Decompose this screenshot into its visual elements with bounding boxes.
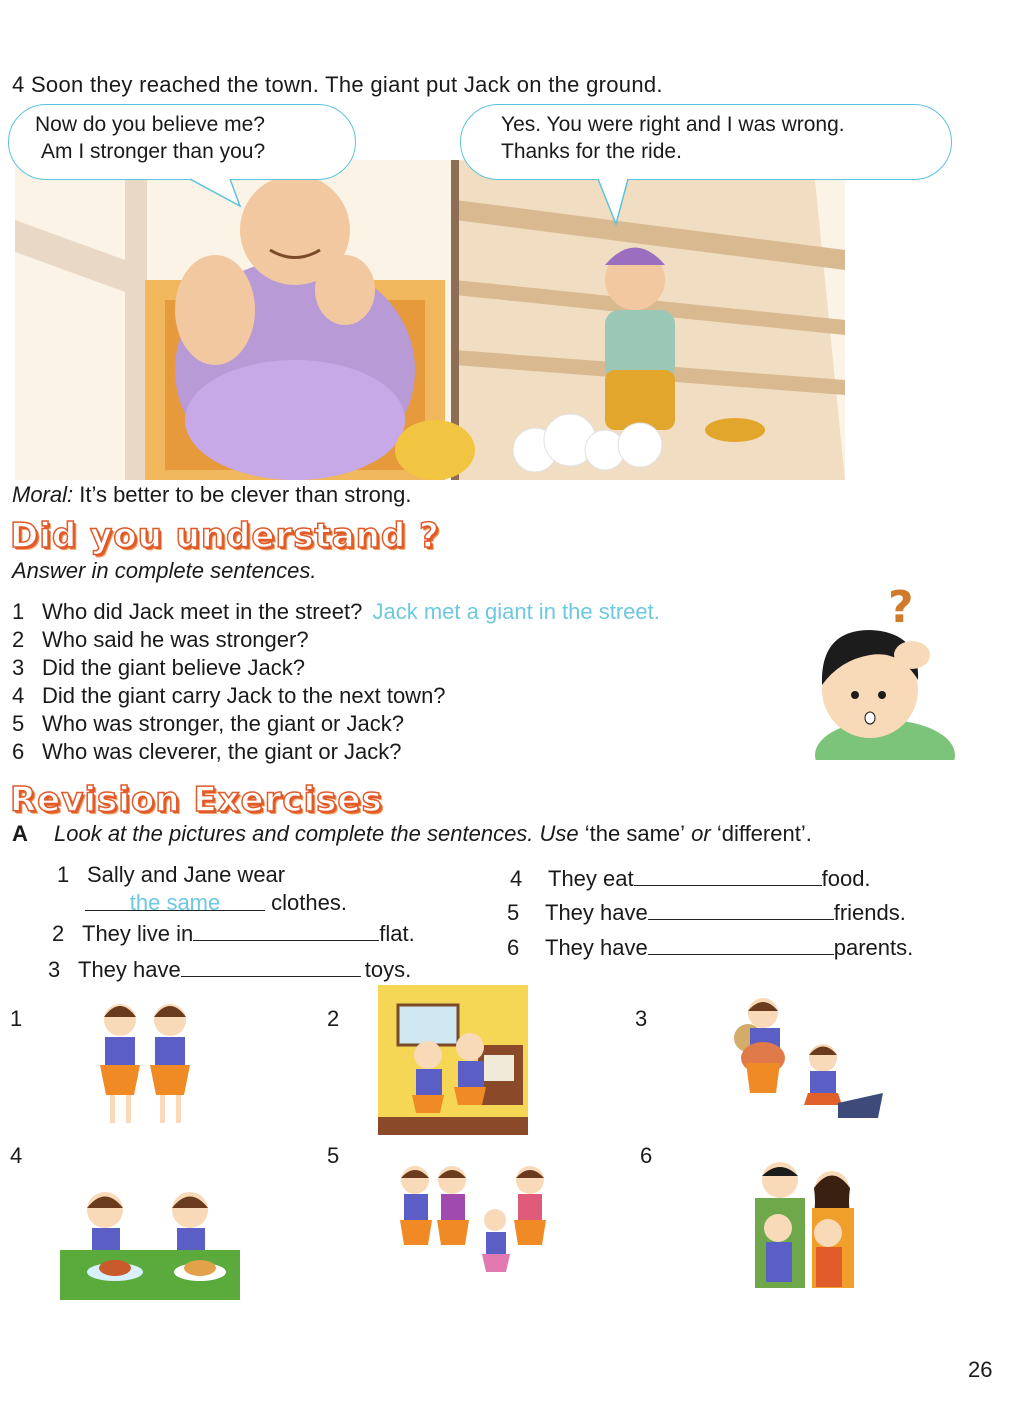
picture-label-2: 2: [327, 1006, 340, 1031]
moral-text: It’s better to be clever than strong.: [73, 482, 412, 507]
question-text: Did the giant believe Jack?: [42, 655, 305, 680]
speech-bubble-giant: [8, 104, 356, 180]
giant-line-1: Now do you believe me?: [35, 113, 265, 136]
question-item: [12, 655, 660, 683]
exercise-text: They have: [78, 957, 181, 982]
exercise-text: food.: [821, 866, 871, 891]
answer-blank[interactable]: the same: [85, 890, 265, 911]
exercise-text: They eat: [548, 866, 634, 891]
exercise-item: [507, 934, 913, 961]
question-text: Who was cleverer, the giant or Jack?: [42, 739, 402, 764]
exercise-text: parents.: [833, 935, 914, 960]
picture-2-flat: [378, 985, 528, 1135]
picture-4-food: [60, 1180, 240, 1300]
instruction-or: or: [685, 821, 717, 846]
question-answer: Jack met a giant in the street.: [372, 599, 660, 624]
speech-bubble-jack: [460, 104, 952, 180]
answer-blank[interactable]: [181, 956, 361, 977]
exercise-number: 1: [57, 862, 70, 887]
picture-label-5: 5: [327, 1143, 340, 1168]
question-number: 4: [12, 683, 25, 708]
exercise-number: 4: [510, 866, 523, 891]
picture-6-parents: [740, 1158, 870, 1303]
exercise-item-continued: [85, 890, 347, 916]
revision-instruction: [12, 821, 812, 847]
question-number: 1: [12, 599, 25, 624]
jack-line-1: Yes. You were right and I was wrong.: [501, 113, 845, 136]
exercise-text: Sally and Jane wear: [87, 862, 286, 887]
exercise-item: [510, 865, 871, 892]
question-item: [12, 599, 660, 627]
exercise-text: They have: [545, 900, 648, 925]
answer-blank[interactable]: [648, 899, 834, 920]
question-list: [12, 599, 660, 767]
instruction-period: .: [805, 821, 812, 846]
instruction-option-same: ‘the same’: [584, 821, 686, 846]
bubble-tail-giant: [190, 178, 250, 208]
question-text: Who did Jack meet in the street?: [42, 599, 363, 624]
exercise-item: [52, 920, 415, 947]
exercise-label: A: [12, 821, 28, 846]
exercise-number: 2: [52, 921, 65, 946]
question-text: Who was stronger, the giant or Jack?: [42, 711, 404, 736]
giant-line-2: Am I stronger than you?: [41, 140, 266, 164]
exercise-text: They live in: [82, 921, 194, 946]
picture-5-friends: [390, 1160, 560, 1300]
moral-label: Moral:: [12, 482, 74, 507]
story-step-4: 4 Soon they reached the town. The giant put Jack on the ground.: [12, 72, 663, 97]
exercise-text: They have: [545, 935, 648, 960]
jack-line-2: Thanks for the ride.: [501, 140, 682, 164]
question-mark-icon: ?: [888, 582, 914, 633]
question-item: [12, 683, 660, 711]
thinking-boy-illustration: [800, 580, 960, 760]
exercise-number: 3: [48, 957, 61, 982]
exercise-text: flat.: [379, 921, 415, 946]
instruction-text: Look at the pictures and complete the sentences. Use: [54, 821, 585, 846]
moral: [12, 482, 411, 508]
exercise-item: [507, 899, 906, 926]
exercise-text: toys.: [364, 957, 412, 982]
section-heading-revision: Revision Exercises: [10, 780, 383, 820]
question-number: 6: [12, 739, 25, 764]
exercise-item: [48, 956, 411, 983]
question-number: 3: [12, 655, 25, 680]
picture-label-4: 4: [10, 1143, 23, 1168]
question-number: 5: [12, 711, 25, 736]
exercise-item: [57, 862, 285, 888]
question-item: [12, 739, 660, 767]
exercise-text: friends.: [833, 900, 906, 925]
picture-label-1: 1: [10, 1006, 23, 1031]
picture-3-toys: [728, 993, 888, 1138]
answer-blank[interactable]: [193, 920, 379, 941]
question-text: Did the giant carry Jack to the next town?: [42, 683, 446, 708]
section-heading-understand: Did you understand ?: [10, 516, 440, 556]
picture-1-twins: [70, 995, 220, 1140]
answer-blank[interactable]: [634, 865, 822, 886]
understand-instruction: Answer in complete sentences.: [12, 558, 317, 583]
page-number: 26: [968, 1357, 993, 1382]
picture-label-6: 6: [640, 1143, 653, 1168]
exercise-text: clothes.: [271, 890, 347, 915]
question-item: [12, 627, 660, 655]
instruction-option-different: ‘different’: [716, 821, 806, 846]
question-number: 2: [12, 627, 25, 652]
bubble-tail-jack: [598, 178, 638, 228]
question-text: Who said he was stronger?: [42, 627, 309, 652]
exercise-number: 5: [507, 900, 520, 925]
picture-label-3: 3: [635, 1006, 648, 1031]
answer-blank[interactable]: [648, 934, 834, 955]
story-illustration: [15, 160, 845, 480]
question-item: [12, 711, 660, 739]
exercise-number: 6: [507, 935, 520, 960]
